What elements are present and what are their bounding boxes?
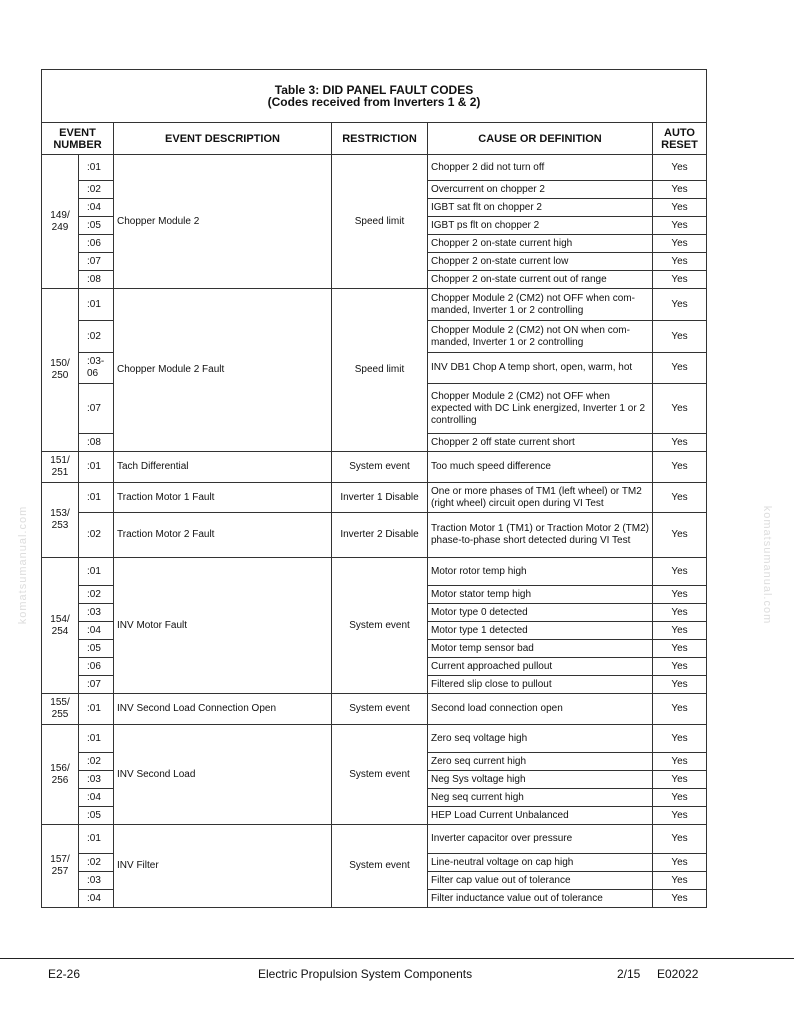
auto-reset-cell: Yes xyxy=(653,289,707,321)
event-description-cell: Tach Differential xyxy=(114,452,332,483)
table-title-line1: Table 3: DID PANEL FAULT CODES xyxy=(274,83,474,97)
event-number-cell: 149/ 249 xyxy=(42,155,79,289)
sub-code-cell: :01 xyxy=(79,452,114,483)
cause-cell: IGBT sat flt on chopper 2 xyxy=(428,199,653,217)
sub-code-cell: :02 xyxy=(79,753,114,771)
cause-cell: Chopper 2 off state current short xyxy=(428,434,653,452)
cause-cell: Second load connection open xyxy=(428,694,653,725)
auto-reset-cell: Yes xyxy=(653,586,707,604)
sub-code-cell: :01 xyxy=(79,558,114,586)
auto-reset-cell: Yes xyxy=(653,604,707,622)
auto-reset-cell: Yes xyxy=(653,181,707,199)
sub-code-cell: :06 xyxy=(79,235,114,253)
event-description-cell: Traction Motor 1 Fault xyxy=(114,483,332,513)
cause-cell: Motor rotor temp high xyxy=(428,558,653,586)
table-header-row xyxy=(42,123,707,155)
table-row xyxy=(42,558,707,586)
sub-code-cell: :01 xyxy=(79,725,114,753)
auto-reset-cell: Yes xyxy=(653,658,707,676)
event-number-cell: 154/ 254 xyxy=(42,558,79,694)
auto-reset-cell: Yes xyxy=(653,235,707,253)
auto-reset-cell: Yes xyxy=(653,725,707,753)
auto-reset-cell: Yes xyxy=(653,384,707,434)
table-row xyxy=(42,513,707,558)
sub-code-cell: :03 xyxy=(79,604,114,622)
cause-cell: Chopper 2 on-state current low xyxy=(428,253,653,271)
cause-cell: HEP Load Current Unbalanced xyxy=(428,807,653,825)
sub-code-cell: :05 xyxy=(79,640,114,658)
cause-cell: Filtered slip close to pullout xyxy=(428,676,653,694)
table-row xyxy=(42,155,707,181)
auto-reset-cell: Yes xyxy=(653,353,707,384)
auto-reset-cell: Yes xyxy=(653,872,707,890)
cause-cell: Too much speed difference xyxy=(428,452,653,483)
auto-reset-cell: Yes xyxy=(653,890,707,908)
sub-code-cell: :02 xyxy=(79,513,114,558)
auto-reset-cell: Yes xyxy=(653,483,707,513)
event-description-cell: Traction Motor 2 Fault xyxy=(114,513,332,558)
restriction-cell: System event xyxy=(332,694,428,725)
sub-code-cell: :01 xyxy=(79,825,114,854)
event-number-cell: 156/ 256 xyxy=(42,725,79,825)
cause-cell: Overcurrent on chopper 2 xyxy=(428,181,653,199)
restriction-cell: Speed limit xyxy=(332,289,428,452)
auto-reset-cell: Yes xyxy=(653,558,707,586)
auto-reset-cell: Yes xyxy=(653,789,707,807)
sub-code-cell: :05 xyxy=(79,807,114,825)
auto-reset-cell: Yes xyxy=(653,676,707,694)
cause-cell: Chopper Module 2 (CM2) not OFF when expected with DC Link energized, Inverter 1 or 2 controlling xyxy=(428,384,653,434)
cause-cell: Line-neutral voltage on cap high xyxy=(428,854,653,872)
sub-code-cell: :02 xyxy=(79,321,114,353)
cause-cell: Traction Motor 1 (TM1) or Traction Motor 2 (TM2) phase-to-phase short detected during VI Test xyxy=(428,513,653,558)
table-row xyxy=(42,289,707,321)
auto-reset-cell: Yes xyxy=(653,434,707,452)
watermark-right: komatsumanual.com xyxy=(761,505,773,625)
auto-reset-cell: Yes xyxy=(653,155,707,181)
auto-reset-cell: Yes xyxy=(653,854,707,872)
cause-cell: Neg seq current high xyxy=(428,789,653,807)
cause-cell: Chopper Module 2 (CM2) not OFF when com-manded, Inverter 1 or 2 controlling xyxy=(428,289,653,321)
table-row xyxy=(42,452,707,483)
sub-code-cell: :08 xyxy=(79,271,114,289)
event-number-cell: 155/ 255 xyxy=(42,694,79,725)
auto-reset-cell: Yes xyxy=(653,199,707,217)
cause-cell: One or more phases of TM1 (left wheel) or TM2 (right wheel) circuit open during VI Test xyxy=(428,483,653,513)
cause-cell: Neg Sys voltage high xyxy=(428,771,653,789)
auto-reset-cell: Yes xyxy=(653,807,707,825)
fault-codes-table xyxy=(41,69,707,908)
cause-cell: Motor temp sensor bad xyxy=(428,640,653,658)
event-number-cell: 150/ 250 xyxy=(42,289,79,452)
event-description-cell: INV Second Load xyxy=(114,725,332,825)
event-description-cell: INV Second Load Connection Open xyxy=(114,694,332,725)
cause-cell: IGBT ps flt on chopper 2 xyxy=(428,217,653,235)
cause-cell: Current approached pullout xyxy=(428,658,653,676)
auto-reset-cell: Yes xyxy=(653,622,707,640)
event-description-cell: Chopper Module 2 xyxy=(114,155,332,289)
sub-code-cell: :01 xyxy=(79,694,114,725)
auto-reset-cell: Yes xyxy=(653,321,707,353)
event-number-cell: 151/ 251 xyxy=(42,452,79,483)
cause-cell: Zero seq current high xyxy=(428,753,653,771)
restriction-cell: Inverter 2 Disable xyxy=(332,513,428,558)
cause-cell: Motor type 1 detected xyxy=(428,622,653,640)
sub-code-cell: :01 xyxy=(79,289,114,321)
header-event-description: EVENT DESCRIPTION xyxy=(114,123,332,155)
cause-cell: Motor stator temp high xyxy=(428,586,653,604)
sub-code-cell: :07 xyxy=(79,676,114,694)
sub-code-cell: :04 xyxy=(79,789,114,807)
restriction-cell: Speed limit xyxy=(332,155,428,289)
watermark-left: komatsumanual.com xyxy=(17,505,29,625)
sub-code-cell: :01 xyxy=(79,155,114,181)
auto-reset-cell: Yes xyxy=(653,771,707,789)
sub-code-cell: :03 xyxy=(79,771,114,789)
header-restriction: RESTRICTION xyxy=(332,123,428,155)
event-description-cell: INV Filter xyxy=(114,825,332,908)
cause-cell: Inverter capacitor over pressure xyxy=(428,825,653,854)
sub-code-cell: :04 xyxy=(79,199,114,217)
restriction-cell: System event xyxy=(332,558,428,694)
footer-doc-number: E02022 xyxy=(657,967,699,981)
event-description-cell: INV Motor Fault xyxy=(114,558,332,694)
cause-cell: Motor type 0 detected xyxy=(428,604,653,622)
footer-date: 2/15 xyxy=(617,967,641,981)
cause-cell: Zero seq voltage high xyxy=(428,725,653,753)
footer-title: Electric Propulsion System Components xyxy=(258,967,473,981)
auto-reset-cell: Yes xyxy=(653,271,707,289)
sub-code-cell: :02 xyxy=(79,586,114,604)
event-number-cell: 153/ 253 xyxy=(42,483,79,558)
table-row xyxy=(42,694,707,725)
cause-cell: Chopper 2 on-state current out of range xyxy=(428,271,653,289)
header-event-number: EVENT NUMBER xyxy=(42,123,114,155)
sub-code-cell: :05 xyxy=(79,217,114,235)
cause-cell: Filter cap value out of tolerance xyxy=(428,872,653,890)
auto-reset-cell: Yes xyxy=(653,452,707,483)
cause-cell: INV DB1 Chop A temp short, open, warm, hot xyxy=(428,353,653,384)
sub-code-cell: :07 xyxy=(79,253,114,271)
restriction-cell: System event xyxy=(332,825,428,908)
sub-code-cell: :02 xyxy=(79,181,114,199)
header-auto-reset: AUTO RESET xyxy=(653,123,707,155)
restriction-cell: System event xyxy=(332,452,428,483)
cause-cell: Chopper 2 did not turn off xyxy=(428,155,653,181)
table-title-line2: (Codes received from Inverters 1 & 2) xyxy=(267,95,481,109)
sub-code-cell: :04 xyxy=(79,622,114,640)
auto-reset-cell: Yes xyxy=(653,217,707,235)
auto-reset-cell: Yes xyxy=(653,253,707,271)
auto-reset-cell: Yes xyxy=(653,825,707,854)
table-row xyxy=(42,483,707,513)
table-row xyxy=(42,725,707,753)
sub-code-cell: :03 xyxy=(79,872,114,890)
header-cause: CAUSE OR DEFINITION xyxy=(428,123,653,155)
footer-page-number: E2-26 xyxy=(48,967,81,981)
table-row xyxy=(42,825,707,854)
sub-code-cell: :04 xyxy=(79,890,114,908)
sub-code-cell: :06 xyxy=(79,658,114,676)
sub-code-cell: :03-06 xyxy=(79,353,114,384)
sub-code-cell: :02 xyxy=(79,854,114,872)
table-title xyxy=(42,70,707,123)
auto-reset-cell: Yes xyxy=(653,640,707,658)
footer-rule xyxy=(0,958,794,959)
restriction-cell: Inverter 1 Disable xyxy=(332,483,428,513)
sub-code-cell: :08 xyxy=(79,434,114,452)
cause-cell: Chopper Module 2 (CM2) not ON when com-manded, Inverter 1 or 2 controlling xyxy=(428,321,653,353)
auto-reset-cell: Yes xyxy=(653,753,707,771)
cause-cell: Chopper 2 on-state current high xyxy=(428,235,653,253)
sub-code-cell: :07 xyxy=(79,384,114,434)
restriction-cell: System event xyxy=(332,725,428,825)
cause-cell: Filter inductance value out of tolerance xyxy=(428,890,653,908)
sub-code-cell: :01 xyxy=(79,483,114,513)
event-number-cell: 157/ 257 xyxy=(42,825,79,908)
auto-reset-cell: Yes xyxy=(653,694,707,725)
auto-reset-cell: Yes xyxy=(653,513,707,558)
event-description-cell: Chopper Module 2 Fault xyxy=(114,289,332,452)
